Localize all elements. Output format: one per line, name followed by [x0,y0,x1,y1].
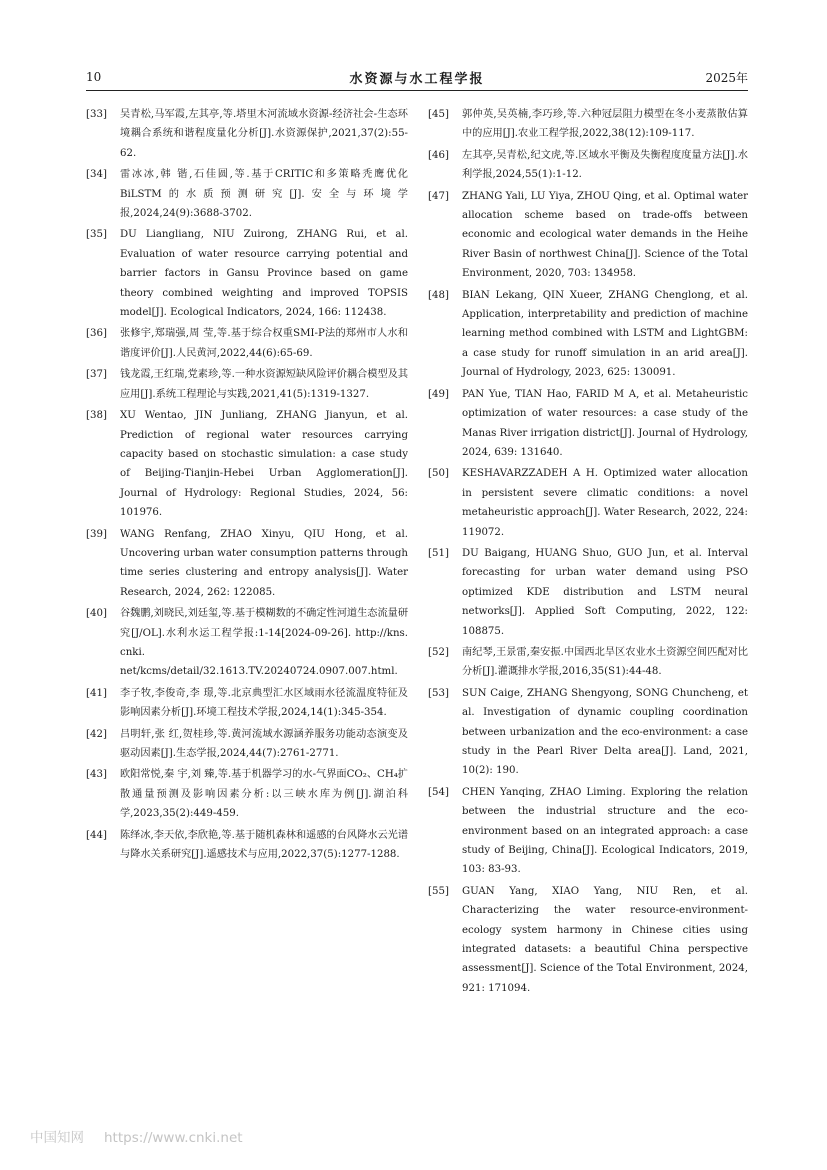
reference-text: KESHAVARZZADEH A H. Optimized water allocation in persistent severe climatic conditions: a novel metaheuristic approach[J]. Water Research, 2022, 224: 119072. [462,468,748,538]
reference-number: [41] [86,687,107,699]
reference-number: [45] [428,109,449,120]
reference-number: [43] [86,769,107,781]
reference-number: [53] [428,687,449,699]
reference-text: DU Liangliang, NIU Zuirong, ZHANG Rui, et al. Evaluation of water resource carrying potential and barrier factors in Gansu Province based on game theory combined weighting and improved TOPSIS model[J]. Ecological Indicators, 2024, 166: 112438. [120,229,408,319]
reference-number: [36] [86,328,107,340]
references-left-column [86,105,408,866]
reference-item [86,225,408,322]
reference-item [86,525,408,603]
reference-number: [52] [428,646,449,658]
reference-item [428,187,748,284]
reference-text: GUAN Yang, XIAO Yang, NIU Ren, et al. Characterizing the water resource-environment-ecology system harmony in Chinese cities using integrated datasets: a beautiful China perspective assessment[J]. Science of the Total Environment, 2024, 921: 171094. [462,885,748,994]
reference-item [86,406,408,522]
reference-item [86,826,408,865]
reference-text: 钱龙霞,王红瑞,党素珍,等.一种水资源短缺风险评价耦合模型及其应用[J].系统工程理论与实践,2021,41(5):1319-1327. [120,369,409,400]
reference-item [428,146,748,185]
reference-number: [35] [86,229,107,241]
reference-number: [38] [86,410,107,422]
reference-text: WANG Renfang, ZHAO Xinyu, QIU Hong, et al. Uncovering urban water consumption patterns through time series clustering and entropy analysis[J]. Water Research, 2024, 262: 122085. [120,528,408,598]
reference-number: [48] [428,289,449,301]
reference-text: SUN Caige, ZHANG Shengyong, SONG Chuncheng, et al. Investigation of dynamic coupling coordination between urbanization and the eco-environment: a case study in the Pearl River Delta area[J]. Land, 2021, 10(2): 190. [462,687,748,777]
reference-text: 陈绎冰,李天依,李欣艳,等.基于随机森林和遥感的台风降水云光谱与降水关系研究[J].遥感技术与应用,2022,37(5):1277-1288. [120,829,409,861]
reference-number: [50] [428,468,449,480]
reference-number: [46] [428,149,449,161]
reference-number: [49] [428,388,449,400]
reference-text: DU Baigang, HUANG Shuo, GUO Jun, et al. Interval forecasting for urban water demand using PSO optimized KDE distribution and LSTM neural networks[J]. Applied Soft Computing, 2022, 122: 108875. [462,547,748,637]
reference-item [428,544,748,641]
reference-text: PAN Yue, TIAN Hao, FARID M A, et al. Metaheuristic optimization of water resources: a case study of the Manas River irrigation district[J]. Journal of Hydrology, 2024, 639: 131640. [462,388,748,458]
reference-item [86,725,408,764]
reference-text: ZHANG Yali, LU Yiya, ZHOU Qing, et al. Optimal water allocation scheme based on trade-offs between economic and ecological water demands in the Heihe River Basin of northwest China[J]. Science of the Total Environment, 2020, 703: 134958. [462,190,748,280]
reference-item [86,765,408,823]
reference-item [428,385,748,463]
reference-number: [44] [86,829,107,841]
reference-item [428,105,748,144]
reference-text: 吴青松,马军霞,左其亭,等.塔里木河流域水资源-经济社会-生态环境耦合系统和谐程度量化分析[J].水资源保护,2021,37(2):55-62. [120,109,408,159]
reference-number: [40] [86,608,107,620]
watermark-url: https://www.cnki.net [104,1130,243,1146]
page-number: 10 [86,70,102,84]
reference-item [428,643,748,682]
reference-text: 谷魏鹏,刘晓民,刘廷玺,等.基于模糊数的不确定性河道生态流量研究[J/OL].水利水运工程学报:1-14[2024-09-26]. http://kns. cnki. net/kcms/detail/32.1613.TV.20240724.0907.007.html. [120,608,409,678]
reference-item [86,165,408,223]
reference-item [86,604,408,682]
reference-text: CHEN Yanqing, ZHAO Liming. Exploring the relation between the industrial structure and the eco-environment based on an integrated approach: a case study of Beijing, China[J]. Ecological Indicators, 2019, 103: 83-93. [462,786,748,876]
reference-number: [51] [428,547,449,559]
reference-item [86,365,408,404]
reference-item [428,286,748,383]
reference-item [428,783,748,880]
reference-item [86,105,408,163]
watermark-site-name: 中国知网 [30,1130,84,1146]
reference-text: 李子牧,李俊奇,李 璟,等.北京典型汇水区域雨水径流温度特征及影响因素分析[J].环境工程技术学报,2024,14(1):345-354. [120,687,408,719]
cnki-watermark [30,1126,243,1146]
reference-text: 欧阳常悦,秦 宇,刘 臻,等.基于机器学习的水-气界面CO₂、CH₄扩散通量预测及影响因素分析:以三峡水库为例[J].湖泊科学,2023,35(2):449-459. [120,769,408,820]
reference-text: BIAN Lekang, QIN Xueer, ZHANG Chenglong, et al. Application, interpretability and prediction of machine learning method combined with LSTM and LightGBM: a case study for runoff simulation in an arid area[J]. Journal of Hydrology, 2023, 625: 130091. [462,289,748,379]
journal-title: 水资源与水工程学报 [349,72,485,87]
reference-number: [37] [86,369,107,381]
reference-number: [42] [86,728,107,740]
reference-item [428,684,748,781]
reference-text: 南纪琴,王景雷,秦安振.中国西北旱区农业水土资源空间匹配对比分析[J].灌溉排水学报,2016,35(S1):44-48. [462,646,748,678]
reference-number: [54] [428,786,449,798]
reference-text: 张修宇,郑瑞强,周 莹,等.基于综合权重SMI-P法的郑州市人水和谐度评价[J].人民黄河,2022,44(6):65-69. [120,328,408,359]
reference-number: [47] [428,190,449,202]
reference-number: [39] [86,528,107,540]
references-right-column [428,105,748,1000]
reference-item [86,324,408,363]
reference-number: [33] [86,109,107,120]
reference-text: 郭仲英,吴英楠,李巧珍,等.六种冠层阻力模型在冬小麦蒸散估算中的应用[J].农业工程学报,2022,38(12):109-117. [462,109,748,140]
reference-text: 雷冰冰,韩 锴,石佳圆,等.基于CRITIC和多策略秃鹰优化BiLSTM的水质预测研究[J].安全与环境学报,2024,24(9):3688-3702. [120,169,408,220]
publication-year: 2025年 [705,71,748,85]
reference-item [428,882,748,998]
reference-text: 左其亭,吴青松,纪文虎,等.区域水平衡及失衡程度度量方法[J].水利学报,2024,55(1):1-12. [462,149,748,181]
reference-item [428,464,748,542]
reference-item [86,684,408,723]
reference-text: 吕明轩,张 红,贺桂珍,等.黄河流域水源涵养服务功能动态演变及驱动因素[J].生态学报,2024,44(7):2761-2771. [120,728,408,759]
reference-number: [34] [86,169,107,181]
reference-text: XU Wentao, JIN Junliang, ZHANG Jianyun, et al. Prediction of regional water resources carrying capacity based on stochastic simulation: a case study of Beijing-Tianjin-Hebei Urban Agglomeration[J]. Journal of Hydrology: Regional Studies, 2024, 56: 101976. [120,410,408,519]
page-header [86,68,748,91]
reference-number: [55] [428,885,449,897]
